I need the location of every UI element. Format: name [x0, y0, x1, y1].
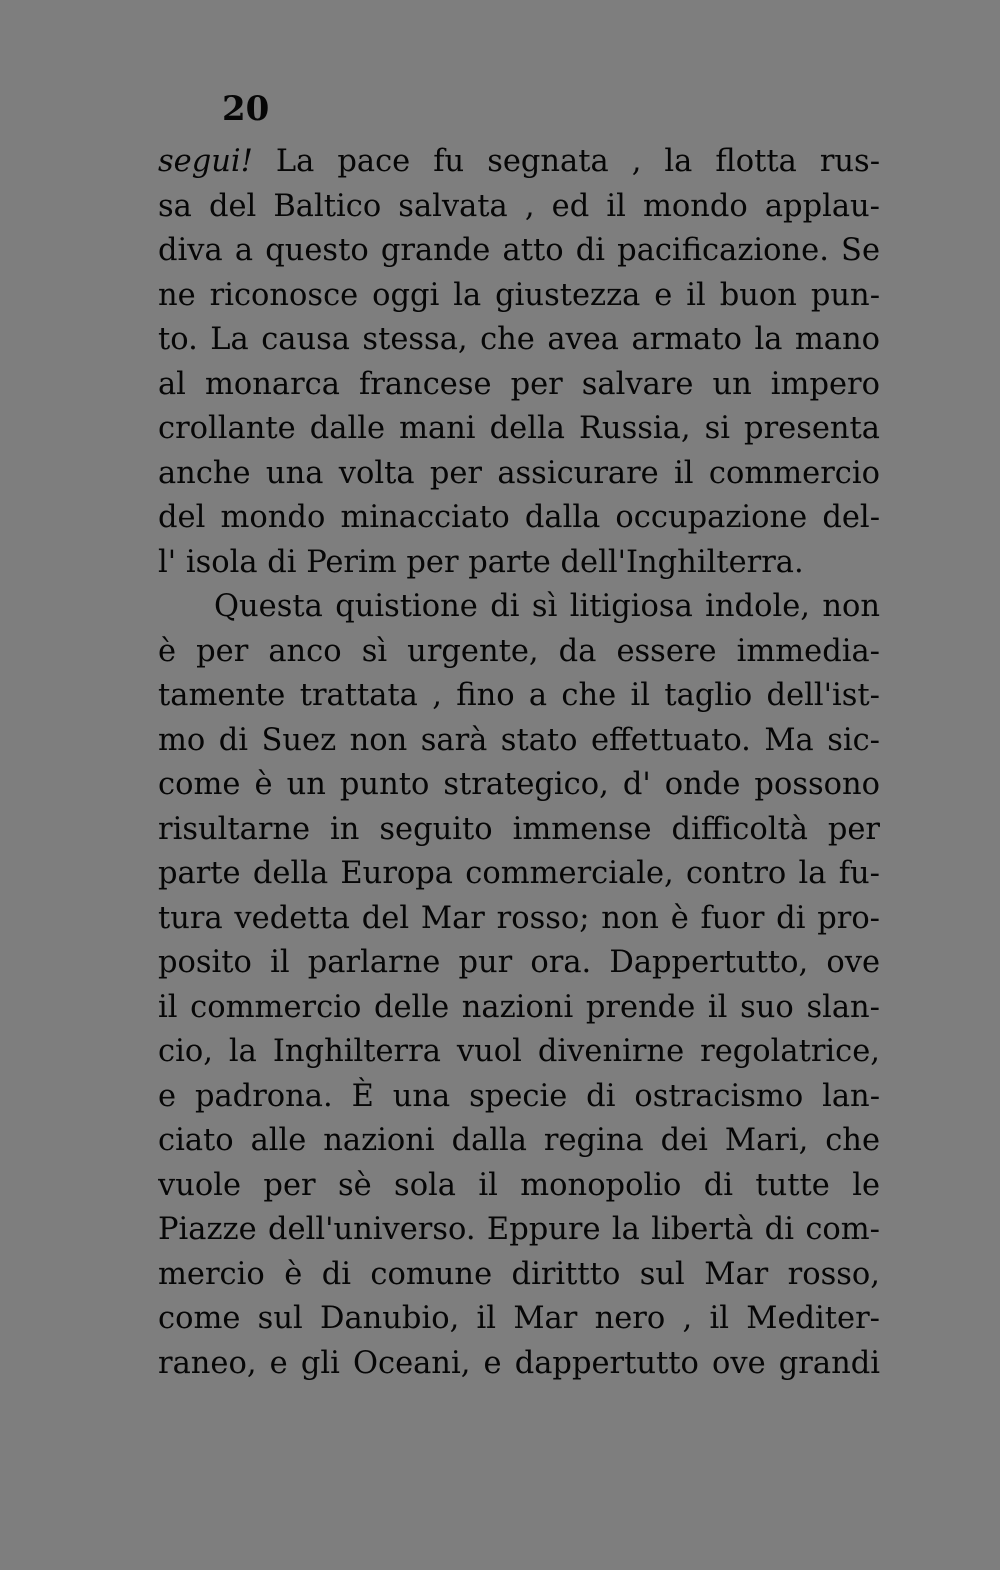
text-line: ne riconosce oggi la giustezza e il buon pun- — [158, 277, 880, 313]
text-line: mercio è di comune dirittto sul Mar rosso, — [158, 1256, 880, 1292]
page-number: 20 — [222, 89, 270, 129]
text-line: anche una volta per assicurare il commercio — [158, 455, 880, 491]
text-line: ciato alle nazioni dalla regina dei Mari, che — [158, 1123, 880, 1158]
text-line: il commercio delle nazioni prende il suo slan- — [158, 989, 880, 1025]
text-line — [158, 140, 880, 185]
text-line: al monarca francese per salvare un impero — [158, 366, 880, 402]
text-line: crollante dalle mani della Russia, si presenta — [158, 411, 880, 446]
body-text — [158, 140, 880, 1386]
text-line: posito il parlarne pur ora. Dappertutto, ove — [158, 945, 880, 980]
text-line: to. La causa stessa, che avea armato la mano — [158, 322, 880, 357]
paragraph-start-line: Questa quistione di sì litigiosa indole, non — [214, 589, 880, 624]
text-line: parte della Europa commerciale, contro la fu- — [158, 856, 880, 891]
text-line: raneo, e gli Oceani, e dappertutto ove grandi — [158, 1345, 880, 1381]
text-line: mo di Suez non sarà stato effettuato. Ma sic- — [158, 722, 880, 758]
text-line: Piazze dell'universo. Eppure la libertà di com- — [158, 1212, 880, 1247]
text-line: tamente trattata , fino a che il taglio dell'ist- — [158, 678, 880, 713]
text-line: sa del Baltico salvata , ed il mondo applau- — [158, 188, 880, 224]
italic-word: segui! — [158, 144, 253, 179]
text-line-rest: La pace fu segnata , la flotta rus- — [252, 144, 880, 179]
text-line: del mondo minacciato dalla occupazione del- — [158, 500, 880, 535]
paragraph-end-line: l' isola di Perim per parte dell'Inghilterra. — [158, 544, 804, 580]
text-line: tura vedetta del Mar rosso; non è fuor di pro- — [158, 900, 880, 936]
text-line: come sul Danubio, il Mar nero , il Mediter- — [158, 1301, 880, 1336]
text-line: cio, la Inghilterra vuol divenirne regolatrice, — [158, 1034, 880, 1069]
text-line: è per anco sì urgente, da essere immedia- — [158, 633, 880, 669]
text-line: come è un punto strategico, d' onde possono — [158, 767, 880, 802]
text-line: e padrona. È una specie di ostracismo lan- — [158, 1078, 880, 1114]
text-line: diva a questo grande atto di pacificazione. Se — [158, 233, 880, 268]
text-line: vuole per sè sola il monopolio di tutte le — [158, 1167, 880, 1203]
text-line: risultarne in seguito immense difficoltà per — [158, 811, 880, 847]
